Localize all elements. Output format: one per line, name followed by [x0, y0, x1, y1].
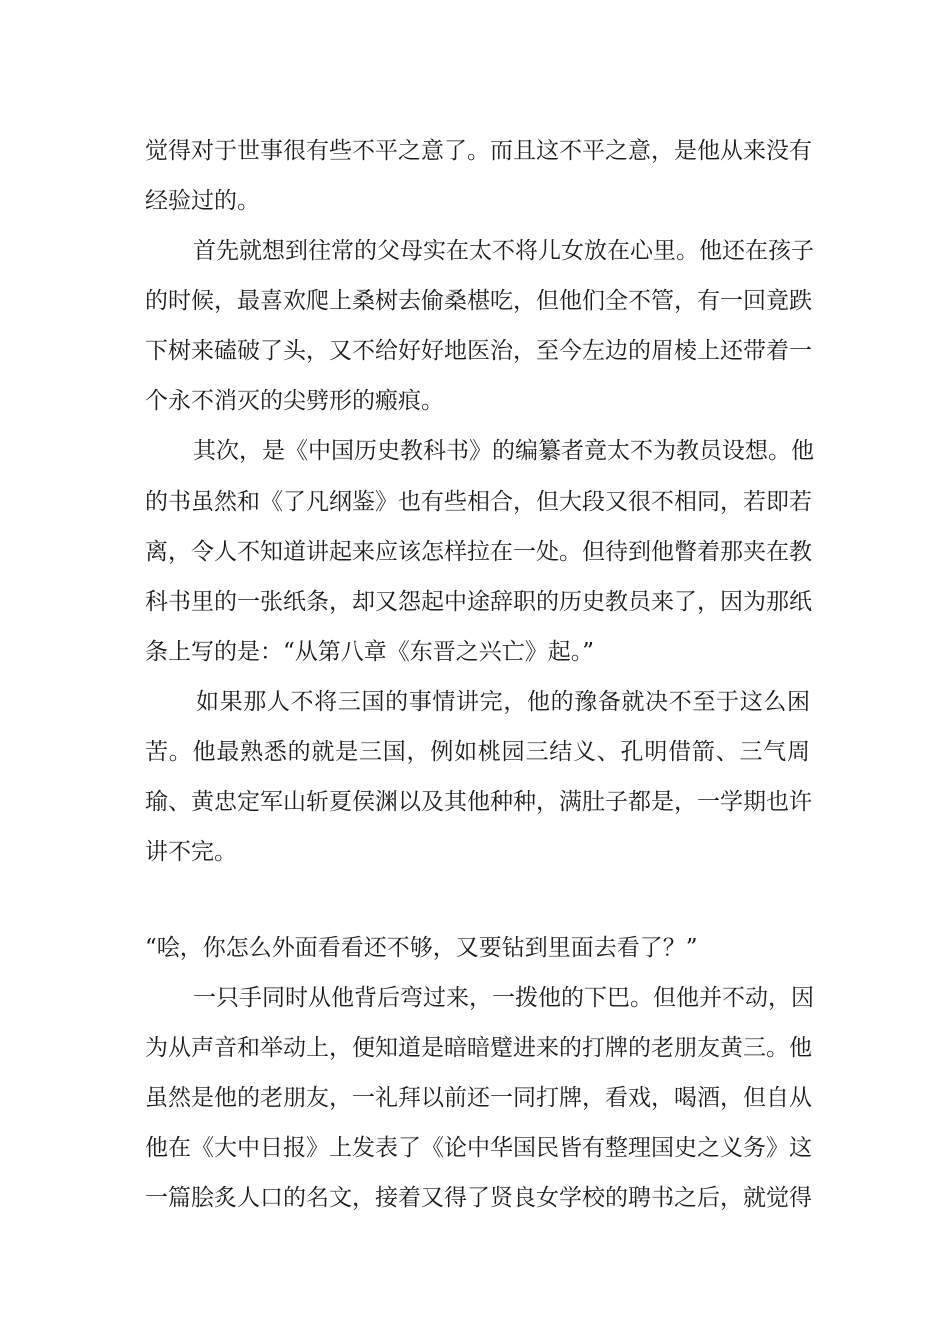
- text-line: 条上写的是：“从第八章《东晋之兴亡》起。”: [145, 639, 595, 665]
- text-line: 下树来磕破了头，又不给好好地医治，至今左边的眉棱上还带着一: [145, 338, 812, 364]
- text-line: 他在《大中日报》上发表了《论中华国民皆有整理国史之义务》这: [145, 1135, 812, 1161]
- text-line: “哙，你怎么外面看看还不够，又要钻到里面去看了？”: [145, 935, 698, 961]
- text-line: 科书里的一张纸条，却又怨起中途辞职的历史教员来了，因为那纸: [145, 589, 812, 615]
- text-line: 一篇脍炙人口的名文，接着又得了贤良女学校的聘书之后，就觉得: [145, 1185, 812, 1211]
- text-line: 苦。他最熟悉的就是三国，例如桃园三结义、孔明借箭、三气周: [145, 739, 810, 765]
- text-line: 首先就想到往常的父母实在太不将儿女放在心里。他还在孩子: [193, 238, 814, 264]
- text-line: 瑜、黄忠定军山斩夏侯渊以及其他种种，满肚子都是，一学期也许: [145, 789, 812, 815]
- text-line: 一只手同时从他背后弯过来，一拨他的下巴。但他并不动，因: [193, 985, 814, 1011]
- text-line: 离，令人不知道讲起来应该怎样拉在一处。但待到他瞥着那夹在教: [145, 539, 812, 565]
- text-line: 为从声音和举动上，便知道是暗暗躄进来的打牌的老朋友黄三。他: [145, 1035, 812, 1061]
- text-line: 个永不消灭的尖劈形的瘢痕。: [145, 388, 444, 414]
- text-line: 其次，是《中国历史教科书》的编纂者竟太不为教员设想。他: [193, 438, 814, 464]
- text-line: 的时候，最喜欢爬上桑树去偷桑椹吃，但他们全不管，有一回竟跌: [145, 288, 812, 314]
- text-line: 觉得对于世事很有些不平之意了。而且这不平之意，是他从来没有: [145, 138, 812, 164]
- text-line: 的书虽然和《了凡纲鉴》也有些相合，但大段又很不相同，若即若: [145, 489, 812, 515]
- text-line: 讲不完。: [145, 839, 237, 865]
- text-line: 经验过的。: [145, 188, 260, 214]
- text-line: 如果那人不将三国的事情讲完，他的豫备就决不至于这么困: [196, 689, 810, 715]
- text-line: 虽然是他的老朋友，一礼拜以前还一同打牌，看戏，喝酒，但自从: [145, 1085, 812, 1111]
